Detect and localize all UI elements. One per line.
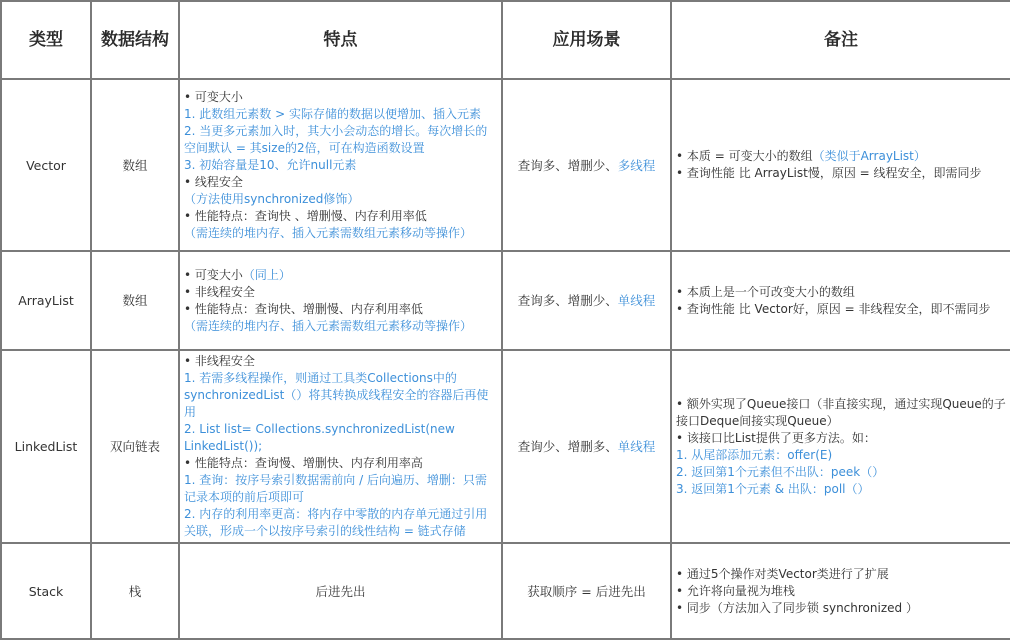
feature-line: 1. 此数组元素数 > 实际存储的数据以便增加、插入元素 — [184, 106, 481, 121]
note-line: 2. 返回第1个元素但不出队：peek（） — [676, 464, 885, 479]
cell-features — [179, 79, 502, 251]
note-line: • 允许将向量视为堆栈 — [676, 583, 1006, 600]
note-line: • 本质上是一个可改变大小的数组 — [676, 284, 1006, 301]
header-type: 类型 — [1, 1, 91, 79]
cell-structure: 双向链表 — [91, 350, 179, 543]
feature-line: （需连续的堆内存、插入元素需数组元素移动等操作） — [184, 225, 473, 240]
scenario-text: 查询多、增删少、 — [517, 293, 618, 308]
header-notes: 备注 — [671, 1, 1010, 79]
scenario-text: 获取顺序 = 后进先出 — [527, 583, 646, 599]
feature-line: • 性能特点：查询快 、增删慢、内存利用率低 — [184, 208, 497, 225]
note-line: • 同步（方法加入了同步锁 synchronized ） — [676, 600, 1006, 617]
header-structure: 数据结构 — [91, 1, 179, 79]
feature-line: • 性能特点：查询慢、增删快、内存利用率高 — [184, 455, 497, 472]
feature-text: 可变大小 — [194, 267, 243, 282]
header-features: 特点 — [179, 1, 502, 79]
feature-line: • 非线程安全 — [184, 353, 497, 370]
cell-notes — [671, 543, 1010, 639]
header-scenario: 应用场景 — [502, 1, 671, 79]
note-line: • 查询性能 比 Vector好，原因 = 非线程安全，即不需同步 — [676, 301, 1006, 318]
feature-line: 2. 内存的利用率更高：将内存中零散的内存单元通过引用关联，形成一个以按序号索引的线性结构 = 链式存储 — [184, 507, 488, 538]
cell-type: ArrayList — [1, 251, 91, 350]
note-text: 查询性能 比 ArrayList慢，原因 = 线程安全，即需同步 — [686, 166, 982, 180]
feature-line: • 可变大小 — [184, 89, 497, 106]
note-line — [676, 148, 1006, 165]
cell-features: 后进先出 — [179, 543, 502, 639]
cell-notes — [671, 350, 1010, 543]
feature-line: 2. List list= Collections.synchronizedList(new LinkedList()); — [184, 422, 455, 453]
scenario-highlight: 单线程 — [617, 439, 656, 454]
feature-line: （需连续的堆内存、插入元素需数组元素移动等操作） — [184, 318, 473, 333]
cell-structure: 栈 — [91, 543, 179, 639]
scenario-text: 查询少、增删多、 — [517, 439, 618, 454]
cell-type: Vector — [1, 79, 91, 251]
feature-line — [184, 267, 497, 284]
table-row-stack — [1, 543, 1010, 639]
table-row-linkedlist — [1, 350, 1010, 543]
note-line: • 通过5个操作对类Vector类进行了扩展 — [676, 566, 1006, 583]
cell-type: LinkedList — [1, 350, 91, 543]
feature-line: • 线程安全 — [184, 174, 497, 191]
table-row-arraylist — [1, 251, 1010, 350]
feature-line: 2. 当更多元素加入时，其大小会动态的增长。每次增长的空间默认 = 其size的2倍，可在构造函数设置 — [184, 123, 488, 155]
note-line: • 该接口比List提供了更多方法。如： — [676, 430, 1006, 447]
cell-scenario — [502, 79, 671, 251]
scenario-text: 查询多、增删少、 — [517, 157, 618, 173]
cell-scenario — [502, 543, 671, 639]
table-row-vector — [1, 79, 1010, 251]
feature-line: • 非线程安全 — [184, 284, 497, 301]
feature-highlight: （同上） — [242, 267, 291, 282]
feature-line: 1. 查询：按序号索引数据需前向 / 后向遍历、增删：只需记录本项的前后项即可 — [184, 473, 487, 504]
cell-features — [179, 350, 502, 543]
cell-notes — [671, 79, 1010, 251]
header-row — [1, 1, 1010, 79]
feature-line: 1. 若需多线程操作，则通过工具类Collections中的synchronizedList（）将其转换成线程安全的容器后再使用 — [184, 371, 489, 419]
note-line: 3. 返回第1个元素 & 出队：poll（） — [676, 481, 870, 496]
cell-structure: 数组 — [91, 79, 179, 251]
note-line — [676, 165, 1006, 182]
cell-scenario — [502, 251, 671, 350]
feature-line: （方法使用synchronized修饰） — [184, 191, 360, 206]
scenario-highlight: 单线程 — [617, 293, 656, 308]
cell-notes — [671, 251, 1010, 350]
cell-features — [179, 251, 502, 350]
cell-structure: 数组 — [91, 251, 179, 350]
feature-line: • 性能特点：查询快、增删慢、内存利用率低 — [184, 301, 497, 318]
note-text: 本质 = 可变大小的数组 — [686, 149, 813, 163]
cell-scenario — [502, 350, 671, 543]
cell-type: Stack — [1, 543, 91, 639]
feature-line: 3. 初始容量是10、允许null元素 — [184, 157, 357, 172]
note-highlight: （类似于ArrayList） — [812, 149, 926, 163]
note-line: 1. 从尾部添加元素：offer(E) — [676, 447, 833, 462]
scenario-highlight: 多线程 — [617, 157, 656, 173]
note-line: • 额外实现了Queue接口（非直接实现，通过实现Queue的子接口Deque间接实现Queue） — [676, 396, 1006, 430]
